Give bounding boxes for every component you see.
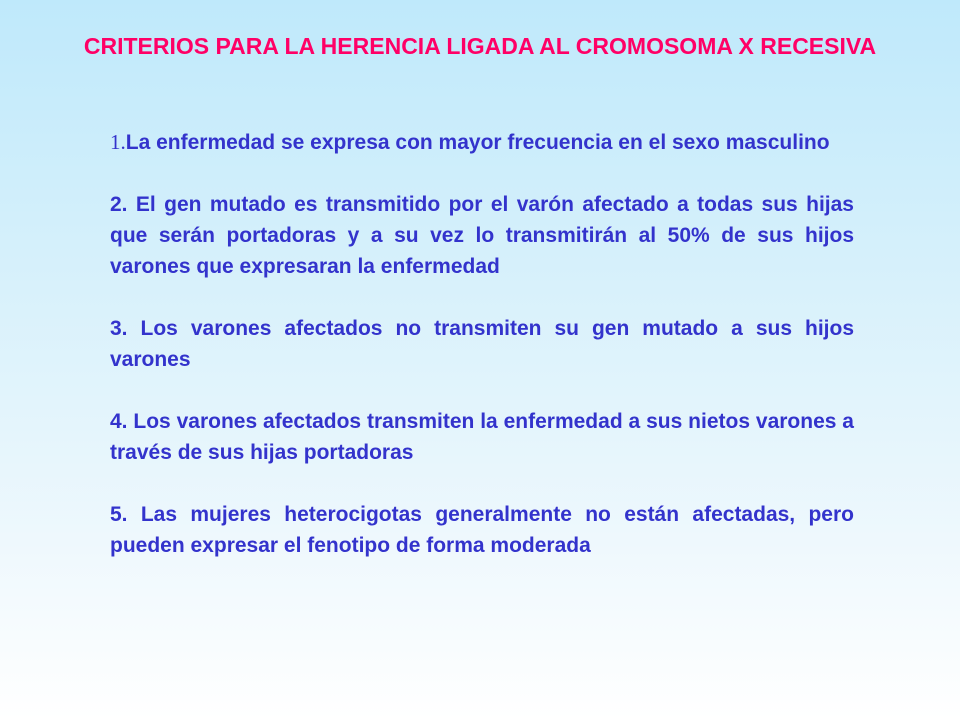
- criterion-number: 3.: [110, 317, 128, 340]
- criterion-number: 2.: [110, 193, 128, 216]
- criterion-text: La enfermedad se expresa con mayor frecuencia en el sexo masculino: [125, 131, 830, 154]
- criterion-item: [110, 499, 854, 561]
- criterion-number: 5.: [110, 503, 128, 526]
- criterion-text: Las mujeres heterocigotas generalmente no están afectadas, pero pueden expresar el fenotipo de forma moderada: [110, 503, 854, 557]
- criteria-list: [110, 127, 854, 561]
- slide-title: CRITERIOS PARA LA HERENCIA LIGADA AL CROMOSOMA X RECESIVA: [83, 33, 877, 59]
- criterion-number: 1.: [110, 130, 126, 154]
- criterion-text: Los varones afectados transmiten la enfermedad a sus nietos varones a través de sus hijas portadoras: [110, 410, 854, 464]
- criterion-text: Los varones afectados no transmiten su gen mutado a sus hijos varones: [110, 317, 855, 371]
- criterion-text: El gen mutado es transmitido por el varón afectado a todas sus hijas que serán portadoras y a su vez lo transmitirán al 50% de sus hijos varones que expresaran la enfermedad: [110, 193, 854, 278]
- criterion-number: 4.: [110, 410, 128, 433]
- criterion-item: [110, 127, 854, 158]
- criterion-item: [110, 313, 854, 375]
- criterion-item: [110, 189, 854, 282]
- criterion-item: [110, 406, 854, 468]
